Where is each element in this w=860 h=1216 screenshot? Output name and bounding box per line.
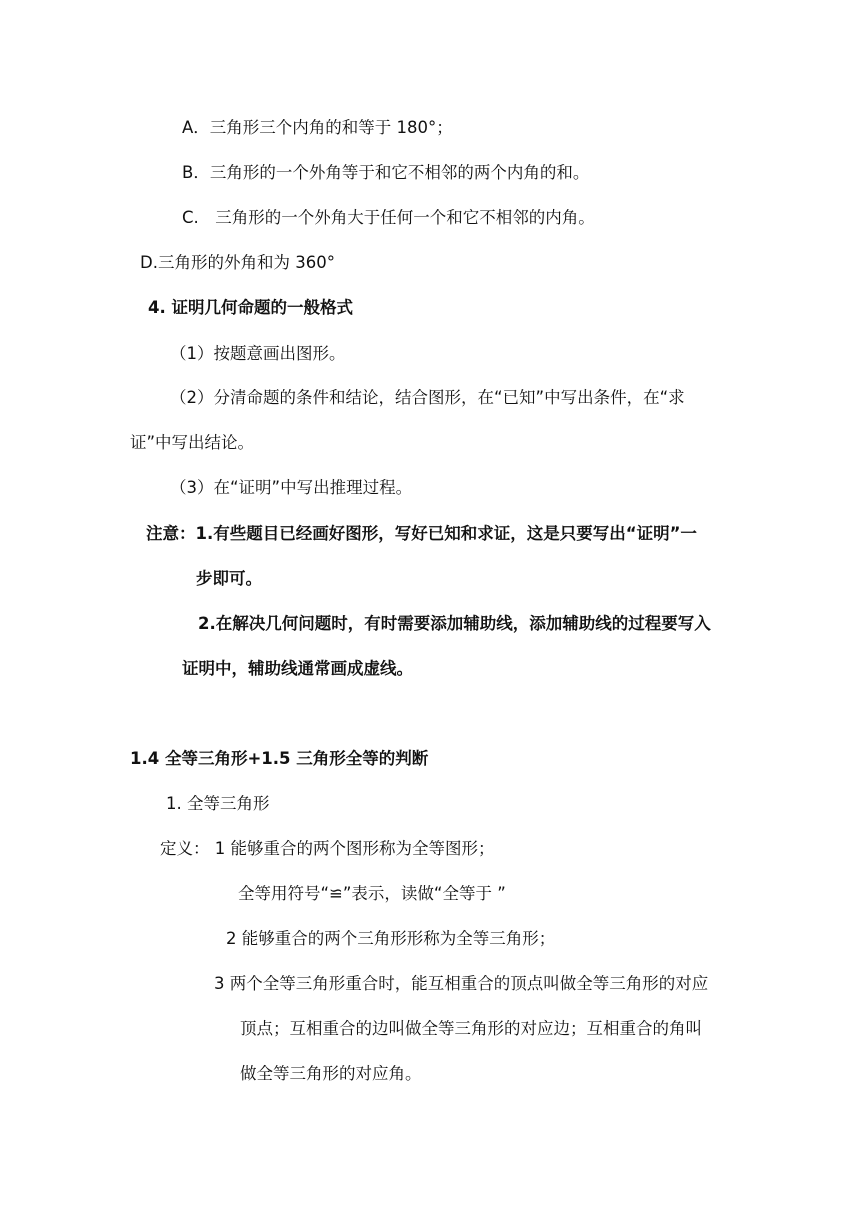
note-line-4: 证明中，辅助线通常画成虚线。	[182, 659, 413, 678]
definition-line-6: 做全等三角形的对应角。	[240, 1064, 422, 1083]
theorem-item-b: B．三角形的一个外角等于和它不相邻的两个内角的和。	[182, 163, 590, 182]
section-title: 1.4 全等三角形+1.5 三角形全等的判断	[130, 749, 429, 768]
theorem-item-a: A．三角形三个内角的和等于 180°；	[182, 118, 453, 137]
note-line-2: 步即可。	[196, 569, 262, 588]
theorem-item-d: D.三角形的外角和为 360°	[140, 253, 335, 272]
definition-line-5: 顶点；互相重合的边叫做全等三角形的对应边；互相重合的角叫	[240, 1019, 702, 1038]
definition-line-2: 全等用符号“≌”表示，读做“全等于 ”	[238, 884, 506, 903]
proof-step-2: （2）分清命题的条件和结论，结合图形，在“已知”中写出条件，在“求	[170, 388, 685, 407]
note-line-1: 注意：1.有些题目已经画好图形，写好已知和求证，这是只要写出“证明”一	[146, 524, 697, 543]
proof-step-3: （3）在“证明”中写出推理过程。	[170, 478, 413, 497]
subsection-title: 1. 全等三角形	[166, 794, 270, 813]
note-line-3: 2.在解决几何问题时，有时需要添加辅助线，添加辅助线的过程要写入	[198, 614, 711, 633]
definition-line-1: 定义： 1 能够重合的两个图形称为全等图形；	[160, 839, 495, 858]
proof-step-2-continued: 证”中写出结论。	[130, 433, 255, 452]
definition-line-4: 3 两个全等三角形重合时，能互相重合的顶点叫做全等三角形的对应	[214, 974, 709, 993]
theorem-item-c: C. 三角形的一个外角大于任何一个和它不相邻的内角。	[182, 208, 595, 227]
proof-step-1: （1）按题意画出图形。	[170, 344, 346, 363]
definition-line-3: 2 能够重合的两个三角形形称为全等三角形；	[226, 929, 556, 948]
section4-heading: 4. 证明几何命题的一般格式	[148, 298, 353, 317]
